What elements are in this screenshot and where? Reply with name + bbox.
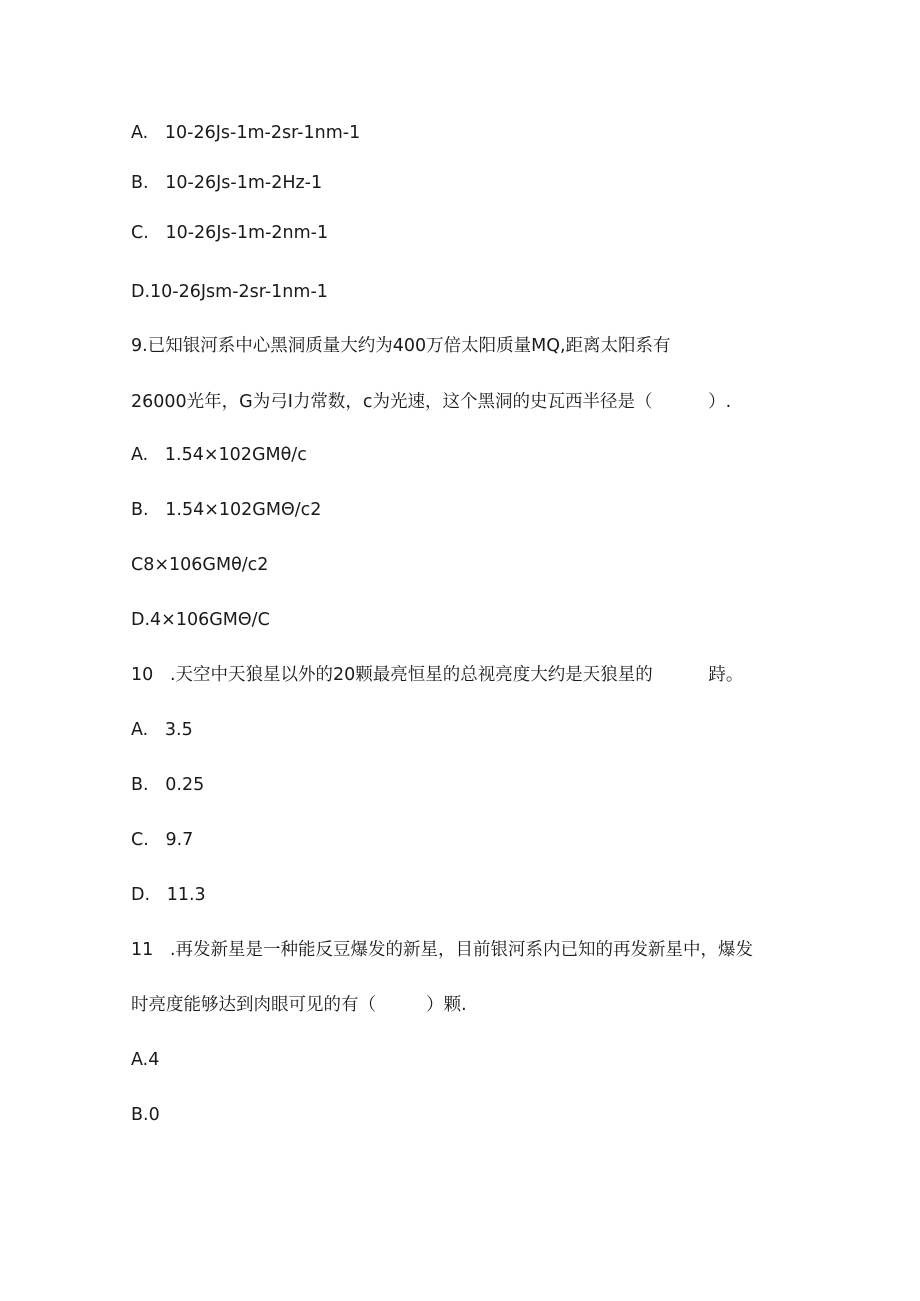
question-9-line-2: 26000光年，G为弓I力常数，c为光速，这个黑洞的史瓦西半径是（ ）. (131, 392, 732, 412)
option-8b: B. 10-26Js-1m-2Hz-1 (131, 173, 323, 193)
question-11-line-2: 时亮度能够达到肉眼可见的有（ ）颗. (131, 995, 467, 1015)
option-10a: A. 3.5 (131, 720, 193, 740)
option-10b: B. 0.25 (131, 775, 205, 795)
option-9b: B. 1.54×102GMΘ/c2 (131, 500, 322, 520)
option-8c: C. 10-26Js-1m-2nm-1 (131, 223, 329, 243)
question-11-line-1: 11 .再发新星是一种能反豆爆发的新星，目前银河系内已知的再发新星中，爆发 (131, 940, 754, 960)
option-9d: D.4×106GMΘ/C (131, 610, 270, 630)
option-8a: A. 10-26Js-1m-2sr-1nm-1 (131, 123, 361, 143)
option-9a: A. 1.54×102GMθ/c (131, 445, 307, 465)
option-10d: D. 11.3 (131, 885, 206, 905)
option-8d: D.10-26Jsm-2sr-1nm-1 (131, 282, 328, 302)
option-11b: B.0 (131, 1105, 160, 1125)
option-9c: C8×106GMθ/c2 (131, 555, 269, 575)
option-11a: A.4 (131, 1050, 160, 1070)
question-9-line-1: 9.已知银河系中心黑洞质量大约为400万倍太阳质量MQ,距离太阳系有 (131, 336, 671, 356)
question-10: 10 .天空中天狼星以外的20颗最亮恒星的总视亮度大约是天狼星的 跱。 (131, 665, 744, 685)
option-10c: C. 9.7 (131, 830, 194, 850)
